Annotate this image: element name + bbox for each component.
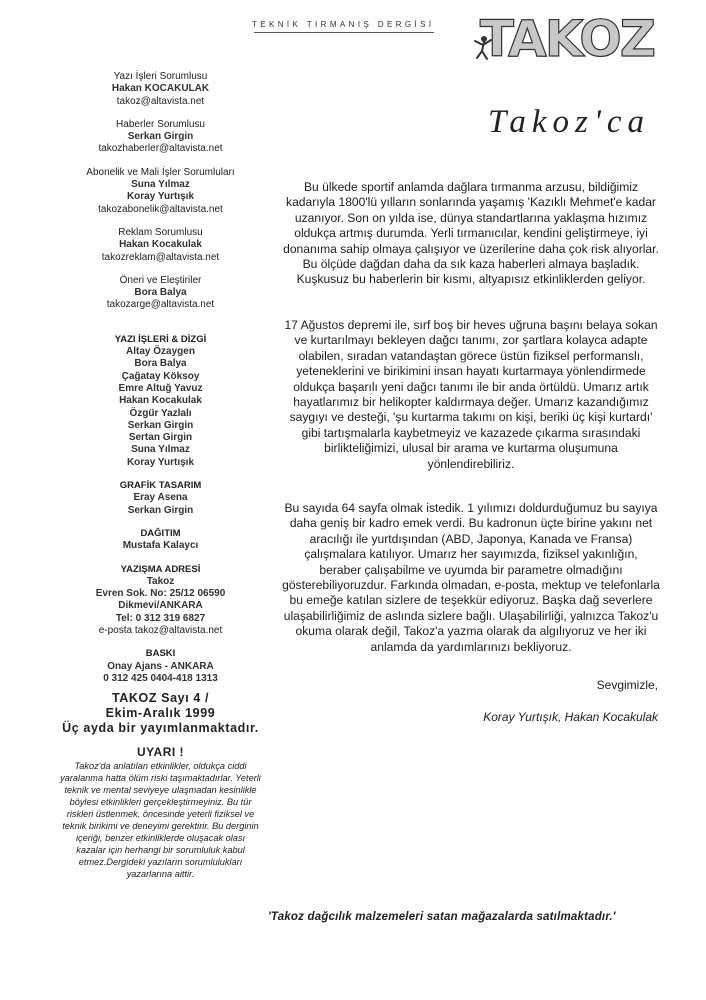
design-name: Serkan Girgin bbox=[127, 504, 194, 516]
issue-line: TAKOZ Sayı 4 / bbox=[111, 691, 210, 706]
distribution-block bbox=[48, 528, 273, 553]
signature: Koray Yurtışık, Hakan Kocakulak bbox=[483, 710, 658, 724]
address-line: Dikmevi/ANKARA bbox=[118, 600, 203, 612]
editorial-heading: YAZI İŞLERİ & DİZGİ bbox=[114, 333, 207, 345]
footer-note: 'Takoz dağcılık malzemeleri satan mağazalarda satılmaktadır.' bbox=[268, 911, 616, 923]
masthead-logo: TAKOZ bbox=[479, 10, 654, 68]
print-block bbox=[48, 648, 273, 685]
masthead-rule bbox=[254, 32, 434, 33]
design-block bbox=[48, 480, 273, 517]
closing: Sevgimizle, bbox=[596, 678, 658, 692]
editorial-name: Koray Yurtışık bbox=[126, 456, 195, 468]
address-heading: YAZIŞMA ADRESİ bbox=[120, 563, 201, 575]
editorial-paragraph: 17 Ağustos depremi ile, sırf boş bir heves uğruna başını belaya sokan ve kurtarılmayı bekleyen dağcı tanımı, zor şartlara kolayca adapte olabilen, sıradan vatandaştan görece üstün fiziksel performanslı, yeteneklerini ve birikimini insan hayatı kurtarmaya yönlendirmede oldukça başarılı yeni dağcı tanımı ile bir anda örtüldü. Umarız artık hayatlarımız bir helikopter kaldırmaya değer. Umarız kazandığımız saygıyı ve desteği, 'şu kurtarma takımı on kişi, beriki üç kişi kurtardı' gibi tartışmalarla kaybetmeyiz ve kazazede çıkarma sırasındaki birlikteliğimizi, ulusal bir arama ve kurtarma oluşumuna yönlendirebiliriz. bbox=[284, 318, 658, 471]
staff-email: takozhaberler@altavista.net bbox=[98, 143, 223, 155]
editorial-name: Bora Balya bbox=[134, 358, 187, 370]
editorial-block bbox=[48, 334, 273, 469]
staff-role: Öneri ve Eleştiriler bbox=[119, 274, 202, 286]
staff-role: Reklam Sorumlusu bbox=[118, 226, 203, 238]
editorial-paragraph: Bu ülkede sportif anlamda dağlara tırmanma arzusu, bildiğimiz kadarıyla 1800'lü yılların sonlarında yaşamış 'Kazıklı Mehmet'e kadar uzanıyor. Son on yılda ise, dünya standartlarına yaklaşma hızımız oldukça artmış durumda. Yerli tırmanıcılar, kendini geliştirmeye, iyi donanıma sahip olmaya çalışıyor ve üzerilerine daha çok risk alıyorlar. Bu ölçüde dağdan daha da sık kaza haberleri almaya başladık. Kuşkusuz bu haberlerin bir kısmı, altyapısız etkinliklerden geliyor. bbox=[283, 180, 659, 287]
staff-email: takoz@altavista.net bbox=[116, 95, 205, 107]
design-name: Eray Asena bbox=[133, 492, 188, 504]
staff-name: Hakan Kocakulak bbox=[119, 239, 202, 251]
masthead-tagline: TEKNİK TIRMANIŞ DERGİSİ bbox=[252, 20, 435, 29]
staff-name: Koray Yurtışık bbox=[126, 191, 195, 203]
staff-role: Yazı İşleri Sorumlusu bbox=[113, 71, 208, 82]
editorial-name: Hakan Kocakulak bbox=[119, 395, 202, 407]
editorial-title: Takoz'ca bbox=[488, 104, 651, 140]
editorial-paragraph: Bu sayıda 64 sayfa olmak istedik. 1 yılımızı doldurduğumuz bu sayıya daha geniş bir kadro emek verdi. Bu kadronun üçte birine yakını net aracılığı ile yurtdışından (ABD, Japonya, Kanada ve Fransa) çalışmalara katılıyor. Umarız her sayımızda, fiziksel yakınlığın, beraber çalışabilme ve uyumda bir parametre olmadığını gösterebiliyoruzdur. Farkında olmadan, e-posta, mektup ve telefonlarla bu emeğe katılan sizlere de teşekkür ediyoruz. Başka dağ severlere ulaşabilirliğimiz de aslında sizlere bağlı. Ulaşabilirliği, yalnızca Takoz'u okuma olarak değil, Takoz'a yazma olarak da algılıyoruz ve her iki anlamda da yardımlarınızı bekliyoruz. bbox=[282, 501, 660, 654]
distribution-heading: DAĞITIM bbox=[140, 527, 181, 539]
editorial-name: Serkan Girgin bbox=[127, 419, 194, 431]
address-line: Takoz bbox=[146, 575, 175, 587]
distribution-name: Mustafa Kalaycı bbox=[122, 540, 199, 552]
editorial-name: Emre Altuğ Yavuz bbox=[118, 382, 203, 394]
design-heading: GRAFİK TASARIM bbox=[119, 480, 202, 492]
issue-frequency: Üç ayda bir yayımlanmaktadır. bbox=[62, 721, 259, 736]
address-line: Tel: 0 312 319 6827 bbox=[115, 612, 206, 624]
staff-block-ads bbox=[48, 227, 273, 264]
staff-name: Hakan KOCAKULAK bbox=[111, 83, 210, 95]
address-line: Evren Sok. No: 25/12 06590 bbox=[95, 588, 226, 600]
warning-title: UYARI ! bbox=[136, 745, 185, 760]
staff-name: Suna Yılmaz bbox=[131, 179, 190, 191]
issue-line: Ekim-Aralık 1999 bbox=[105, 706, 216, 721]
editorial-name: Altay Özaygen bbox=[126, 346, 195, 358]
staff-block-editor bbox=[48, 71, 273, 108]
print-line: 0 312 425 0404-418 1313 bbox=[103, 672, 218, 684]
editorial-name: Sertan Girgin bbox=[128, 432, 193, 444]
staff-role: Abonelik ve Mali İşler Sorumluları bbox=[86, 166, 235, 178]
sidebar-credits bbox=[48, 71, 273, 880]
staff-email: takozarge@altavista.net bbox=[106, 299, 215, 311]
editorial-name: Özgür Yazlalı bbox=[129, 407, 192, 419]
staff-name: Serkan Girgin bbox=[127, 131, 194, 143]
staff-name: Bora Balya bbox=[134, 287, 187, 299]
print-heading: BASKI bbox=[145, 648, 176, 660]
address-block bbox=[48, 564, 273, 638]
staff-block-subscription bbox=[48, 167, 273, 216]
print-line: Onay Ajans - ANKARA bbox=[107, 660, 214, 672]
staff-role: Haberler Sorumlusu bbox=[116, 118, 205, 130]
warning-text: Takoz'da anlatılan etkinlikler, oldukça ciddi yaralanma hatta ölüm riski taşımaktadırlar. Yeterli teknik ve mental seviyeye ulaşmadan kesinlikle böylesi etkinlikleri gerçekleştirmeyiniz. Bu tür riskleri üstlenmek, öncesinde yeterli fiziksel ve teknik birikimi ve deneyimi gerektirir. Bu derginin içeriği, benzer etkinliklerde oluşacak olası kazalar için herhangi bir sorumluluk kabul etmez.Dergideki yazıların sorumlulukları yazarlarına aittir. bbox=[60, 761, 261, 880]
staff-email: takozreklam@altavista.net bbox=[101, 251, 220, 263]
editorial-name: Çağatay Köksoy bbox=[121, 370, 200, 382]
staff-block-feedback bbox=[48, 275, 273, 312]
editorial-name: Suna Yılmaz bbox=[131, 444, 190, 456]
issue-info bbox=[48, 691, 273, 736]
staff-email: takozabonelik@altavista.net bbox=[98, 203, 223, 215]
staff-block-news bbox=[48, 119, 273, 156]
masthead bbox=[224, 12, 654, 68]
address-email: e-posta takoz@altavista.net bbox=[98, 624, 223, 636]
